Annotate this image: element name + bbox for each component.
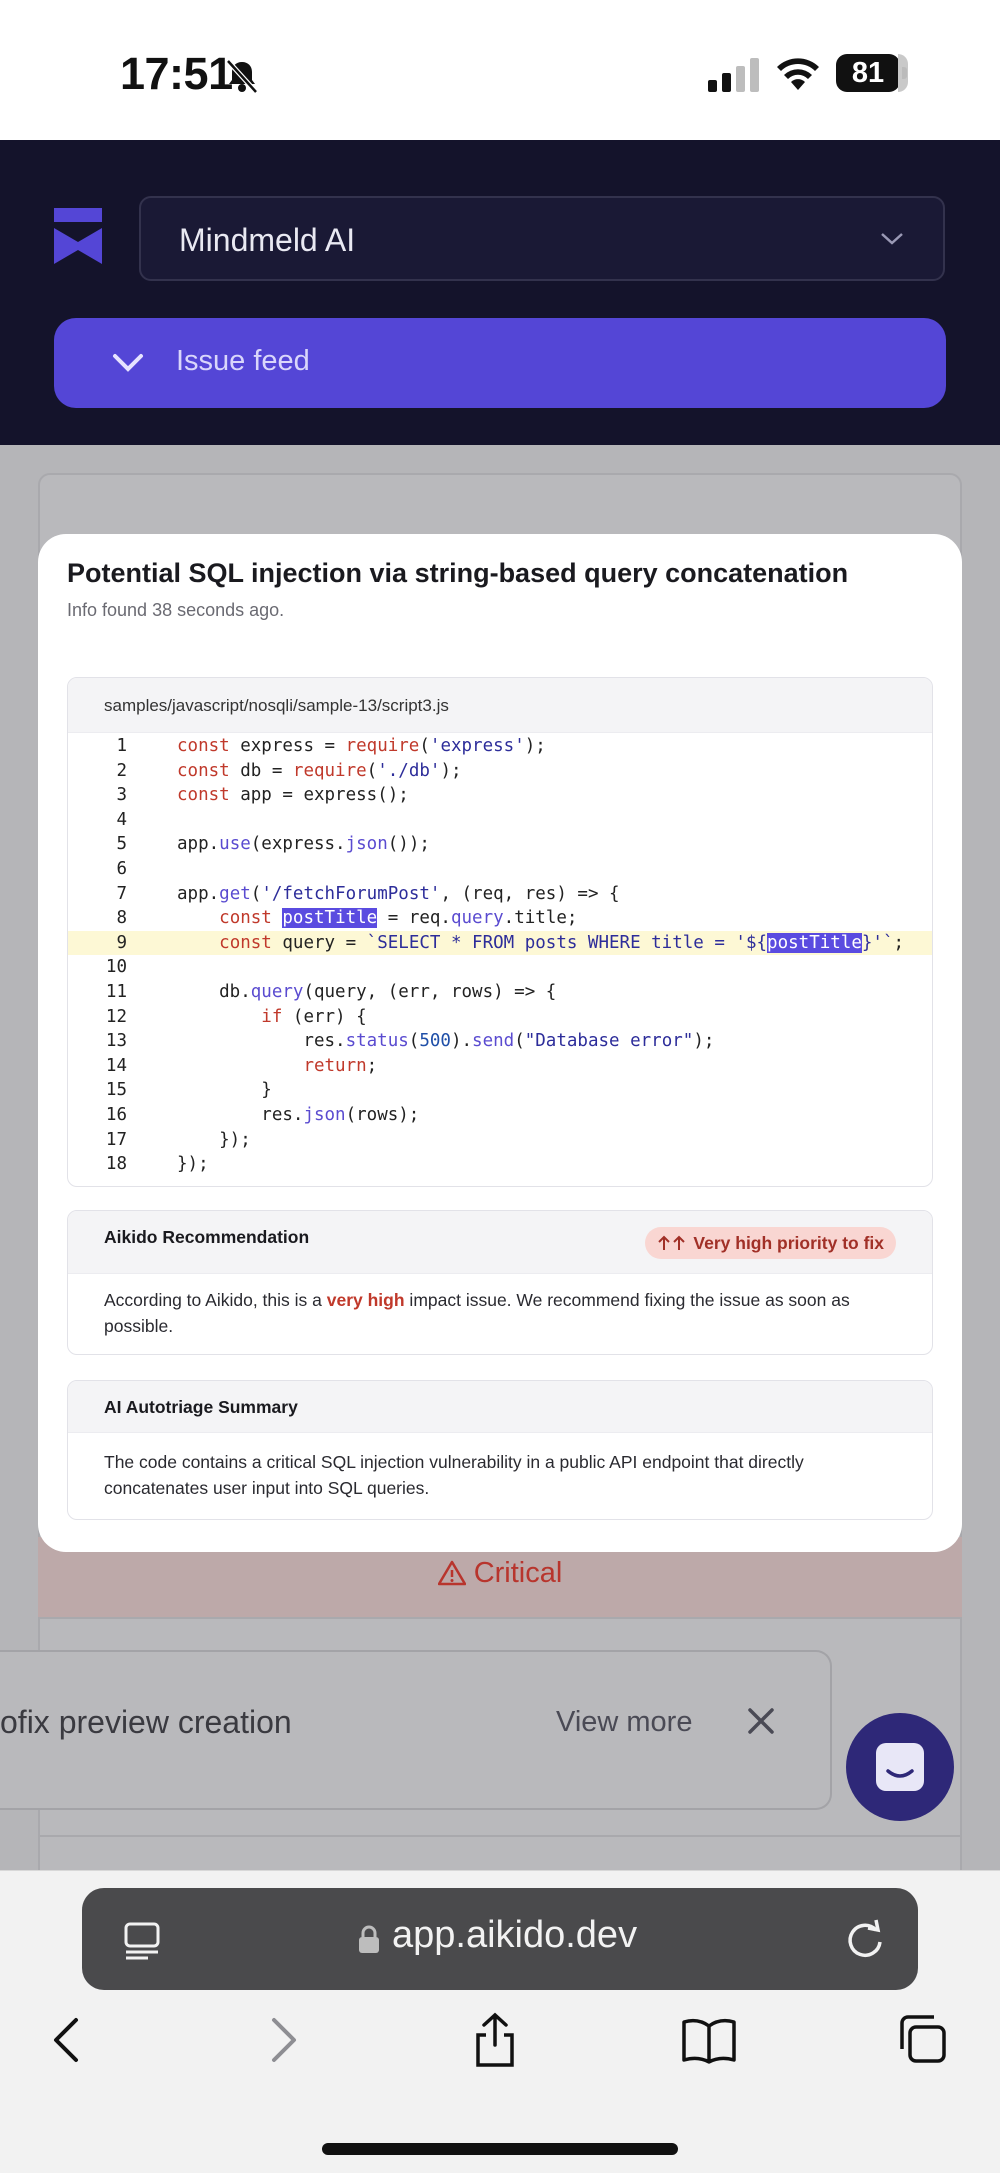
code-line: [68, 832, 933, 857]
workspace-selector[interactable]: [139, 196, 945, 281]
view-more-link[interactable]: View more: [556, 1706, 693, 1738]
issue-feed-toggle[interactable]: [54, 318, 946, 408]
share-icon[interactable]: [472, 2011, 518, 2069]
code-snippet: [67, 677, 933, 1187]
code-line: [68, 734, 933, 759]
issue-title: Potential SQL injection via string-based query concatenation: [67, 558, 849, 588]
page-menu-icon[interactable]: [122, 1920, 162, 1960]
line-number: 9: [116, 932, 127, 953]
code-line: [68, 1054, 933, 1079]
line-number: 7: [116, 883, 127, 904]
address-bar[interactable]: [82, 1888, 918, 1990]
forward-icon[interactable]: [268, 2016, 300, 2064]
line-code: const express = require('express');: [177, 736, 546, 756]
double-arrow-up-icon: [657, 1234, 687, 1252]
line-code: const app = express();: [177, 785, 409, 806]
line-number: 3: [116, 785, 127, 806]
line-code: res.json(rows);: [177, 1104, 420, 1125]
lock-icon: [358, 1924, 380, 1954]
notification-toast: [0, 1650, 832, 1810]
line-code: db.query(query, (err, rows) => {: [177, 981, 557, 1002]
status-bar: [0, 0, 1000, 140]
line-number: 4: [116, 809, 127, 830]
line-number: 14: [105, 1055, 127, 1076]
tabs-icon[interactable]: [896, 2013, 948, 2065]
issue-timestamp: Info found 38 seconds ago.: [67, 600, 285, 620]
browser-toolbar: [0, 1870, 1000, 2173]
line-number: 18: [105, 1154, 127, 1175]
wifi-icon: [774, 54, 822, 92]
code-line: [68, 1103, 933, 1128]
line-number: 16: [105, 1104, 127, 1125]
chat-launcher-button[interactable]: [846, 1713, 954, 1821]
ai-summary-heading: AI Autotriage Summary: [104, 1397, 298, 1417]
line-number: 12: [105, 1006, 127, 1027]
line-number: 1: [116, 736, 127, 756]
code-lines: [68, 734, 933, 1177]
line-code: app.get('/fetchForumPost', (req, res) => {: [177, 883, 620, 904]
code-line: [68, 808, 933, 833]
priority-badge-label: Very high priority to fix: [693, 1233, 884, 1253]
warning-icon: [438, 1560, 466, 1586]
line-number: 15: [105, 1080, 127, 1101]
recommendation-heading: Aikido Recommendation: [104, 1227, 310, 1247]
issue-feed-label: Issue feed: [176, 345, 310, 377]
file-path: samples/javascript/nosqli/sample-13/script3.js: [68, 678, 932, 733]
line-code: if (err) {: [261, 1006, 367, 1027]
code-line: [68, 882, 933, 907]
ai-summary-panel: [67, 1380, 933, 1520]
line-code: const query = `SELECT * FROM posts WHERE title = '${postTitle}'`;: [219, 932, 905, 953]
cellular-signal-icon: [708, 58, 760, 92]
line-code: const db = require('./db');: [177, 760, 462, 781]
code-line: [68, 783, 933, 808]
bookmarks-icon[interactable]: [680, 2016, 738, 2064]
recommendation-text: According to Aikido, this is a very high impact issue. We recommend fixing the issue as soon as possible.: [104, 1290, 850, 1336]
code-line: [68, 1152, 933, 1177]
code-line: [68, 980, 933, 1005]
code-line: [68, 955, 933, 980]
app-header: [0, 140, 1000, 445]
line-code: });: [177, 1154, 209, 1175]
reload-icon[interactable]: [846, 1918, 886, 1960]
priority-badge: [645, 1227, 896, 1259]
issue-detail-modal: [38, 534, 962, 1552]
code-line: [68, 1005, 933, 1030]
line-code: return;: [303, 1055, 378, 1076]
code-line: [68, 857, 933, 882]
toast-message: ofix preview creation: [0, 1704, 292, 1740]
line-number: 2: [116, 760, 127, 781]
back-icon[interactable]: [50, 2016, 82, 2064]
line-number: 13: [105, 1031, 127, 1052]
aikido-logo-icon: [54, 208, 102, 264]
line-number: 6: [116, 858, 127, 879]
divider: [38, 1617, 962, 1619]
line-number: 8: [116, 908, 127, 929]
code-line: [68, 1078, 933, 1103]
impact-level: very high: [326, 1290, 405, 1310]
line-number: 5: [116, 834, 127, 855]
line-code: const postTitle = req.query.title;: [219, 908, 578, 929]
close-icon[interactable]: [746, 1706, 776, 1736]
url-text: app.aikido.dev: [392, 1914, 638, 1956]
chat-icon: [874, 1741, 926, 1793]
home-indicator: [322, 2143, 678, 2155]
battery-percent: 81: [851, 57, 885, 89]
code-line: [68, 906, 933, 931]
line-code: }: [177, 1080, 272, 1101]
line-code: res.status(500).send("Database error");: [177, 1031, 715, 1052]
chevron-down-icon: [879, 228, 905, 248]
ai-summary-text: The code contains a critical SQL injection vulnerability in a public API endpoint that directly concatenates user input into SQL queries.: [104, 1452, 804, 1498]
line-code: app.use(express.json());: [177, 834, 430, 855]
line-number: 17: [105, 1129, 127, 1150]
battery-icon: [836, 54, 908, 92]
bell-muted-icon: [222, 56, 262, 96]
severity-text: Critical: [473, 1557, 563, 1589]
line-number: 11: [105, 981, 127, 1002]
line-number: 10: [105, 957, 127, 978]
line-code: });: [177, 1129, 251, 1150]
recommendation-panel: [67, 1210, 933, 1355]
code-line: [68, 1029, 933, 1054]
status-time: 17:51: [120, 48, 233, 99]
severity-label: [38, 1557, 962, 1590]
code-line: [68, 931, 933, 956]
workspace-name: Mindmeld AI: [179, 222, 356, 258]
divider: [38, 1835, 962, 1837]
chevron-down-icon: [112, 350, 144, 374]
code-line: [68, 759, 933, 784]
code-line: [68, 1128, 933, 1153]
